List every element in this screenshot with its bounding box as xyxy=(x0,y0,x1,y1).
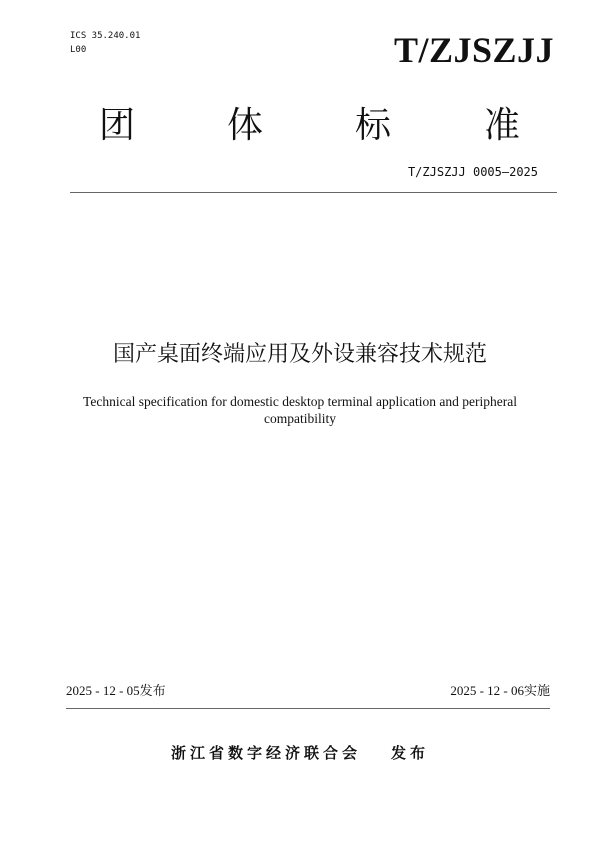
issue-date: 2025 - 12 - 05发布 xyxy=(66,683,166,698)
standard-type-char: 体 xyxy=(227,105,264,146)
standard-type-char: 准 xyxy=(484,105,521,146)
publisher-line xyxy=(0,742,600,763)
standard-type-char: 团 xyxy=(99,105,136,146)
effective-date: 2025 - 12 - 06实施 xyxy=(450,683,550,698)
publisher: 浙江省数字经济联合会 xyxy=(170,744,361,762)
divider xyxy=(70,192,557,193)
standard-code-logo: T/ZJSZJJ xyxy=(393,30,554,70)
standard-type-char: 标 xyxy=(355,105,392,146)
title-english: Technical specification for domestic desktop terminal application and peripheral compatibility xyxy=(83,394,517,426)
standard-number: T/ZJSZJJ 0005—2025 xyxy=(407,165,538,179)
publish-label: 发布 xyxy=(391,744,430,762)
ccs-code: L00 xyxy=(70,45,87,55)
ics-ccs-codes xyxy=(70,29,140,57)
ics-code: ICS 35.240.01 xyxy=(70,31,141,41)
divider xyxy=(66,708,550,709)
title-chinese: 国产桌面终端应用及外设兼容技术规范 xyxy=(112,342,487,367)
